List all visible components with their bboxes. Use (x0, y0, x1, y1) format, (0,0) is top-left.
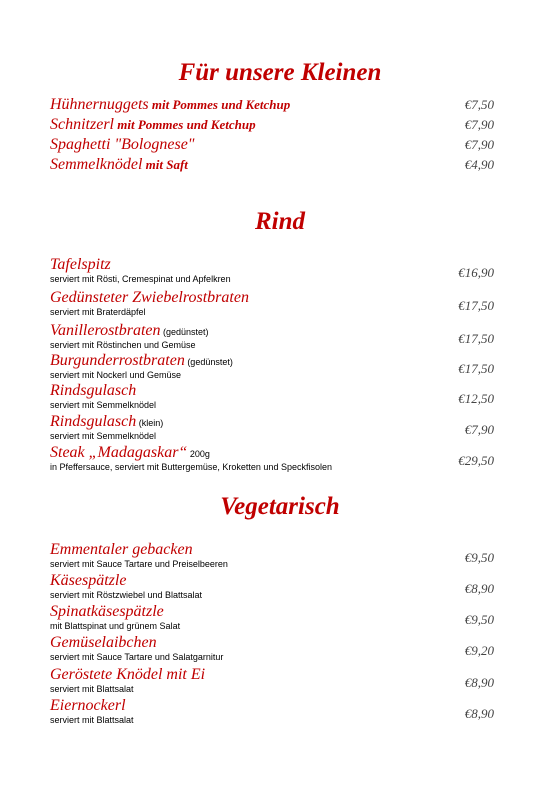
dish-description: serviert mit Röstinchen und Gemüse (50, 340, 196, 350)
dish-description: serviert mit Nockerl und Gemüse (50, 370, 182, 380)
price: €9,20 (464, 643, 494, 658)
dish-description: serviert mit Semmelknödel (50, 400, 157, 410)
price: €9,50 (464, 550, 494, 565)
dish-description: serviert mit Sauce Tartare und Salatgarnitur (50, 652, 224, 662)
menu-item (50, 666, 500, 698)
price: €17,50 (458, 361, 494, 376)
dish-description: serviert mit Braterdäpfel (50, 307, 146, 317)
price: €4,90 (464, 157, 494, 172)
section-title-beef: Rind (254, 208, 306, 235)
dish-name: Spinatkäsespätzle (50, 603, 164, 620)
dish-description: serviert mit Rösti, Cremespinat und Apfelkren (50, 274, 231, 284)
dish-name: Gemüselaibchen (50, 634, 157, 651)
menu-item (50, 444, 500, 476)
menu-item (50, 116, 500, 136)
price: €8,90 (464, 706, 494, 721)
dish-name: Rindsgulasch (50, 382, 137, 399)
price: €17,50 (458, 298, 494, 313)
price: €7,90 (464, 422, 494, 437)
menu-item (50, 382, 500, 414)
price: €29,50 (458, 453, 494, 468)
menu-item (50, 541, 500, 573)
menu-item (50, 572, 500, 604)
dish-name: Hühnernuggets mit Pommes und Ketchup (50, 96, 291, 113)
menu-item (50, 413, 500, 445)
dish-name: Emmentaler gebacken (50, 541, 193, 558)
dish-name: Käsespätzle (50, 572, 127, 589)
price: €7,90 (464, 137, 494, 152)
dish-name: Steak „Madagaskar“ 200g (50, 444, 210, 461)
section-title-vegetarian: Vegetarisch (220, 493, 340, 520)
price: €8,90 (464, 675, 494, 690)
dish-name: Tafelspitz (50, 256, 111, 273)
dish-name: Spaghetti "Bolognese" (50, 136, 195, 153)
menu-item (50, 156, 500, 176)
dish-description: serviert mit Semmelknödel (50, 431, 157, 441)
dish-name: Semmelknödel mit Saft (50, 156, 188, 173)
dish-description: mit Blattspinat und grünem Salat (50, 621, 181, 631)
dish-name: Geröstete Knödel mit Ei (50, 666, 206, 683)
price: €17,50 (458, 331, 494, 346)
price: €12,50 (458, 391, 494, 406)
dish-name: Rindsgulasch (klein) (50, 413, 164, 430)
menu-item (50, 96, 500, 116)
dish-description: in Pfeffersauce, serviert mit Buttergemüse, Kroketten und Speckfisolen (50, 462, 332, 472)
dish-description: serviert mit Blattsalat (50, 684, 134, 694)
price: €7,50 (464, 97, 494, 112)
menu-item (50, 289, 500, 321)
dish-description: serviert mit Röstzwiebel und Blattsalat (50, 590, 203, 600)
dish-description: serviert mit Blattsalat (50, 715, 134, 725)
dish-description: serviert mit Sauce Tartare und Preiselbeeren (50, 559, 228, 569)
section-title-kids: Für unsere Kleinen (178, 59, 382, 86)
menu-item (50, 697, 500, 729)
menu-item (50, 256, 500, 288)
menu-item (50, 634, 500, 666)
price: €16,90 (458, 265, 494, 280)
dish-name: Vanillerostbraten (gedünstet) (50, 322, 209, 339)
dish-name: Burgunderrostbraten (gedünstet) (50, 352, 233, 369)
price: €8,90 (464, 581, 494, 596)
menu-item (50, 603, 500, 635)
dish-name: Schnitzerl mit Pommes und Ketchup (50, 116, 256, 133)
dish-name: Gedünsteter Zwiebelrostbraten (50, 289, 249, 306)
menu-item (50, 136, 500, 156)
menu-item (50, 322, 500, 354)
menu-item (50, 352, 500, 384)
price: €9,50 (464, 612, 494, 627)
dish-name: Eiernockerl (50, 697, 126, 714)
price: €7,90 (464, 117, 494, 132)
